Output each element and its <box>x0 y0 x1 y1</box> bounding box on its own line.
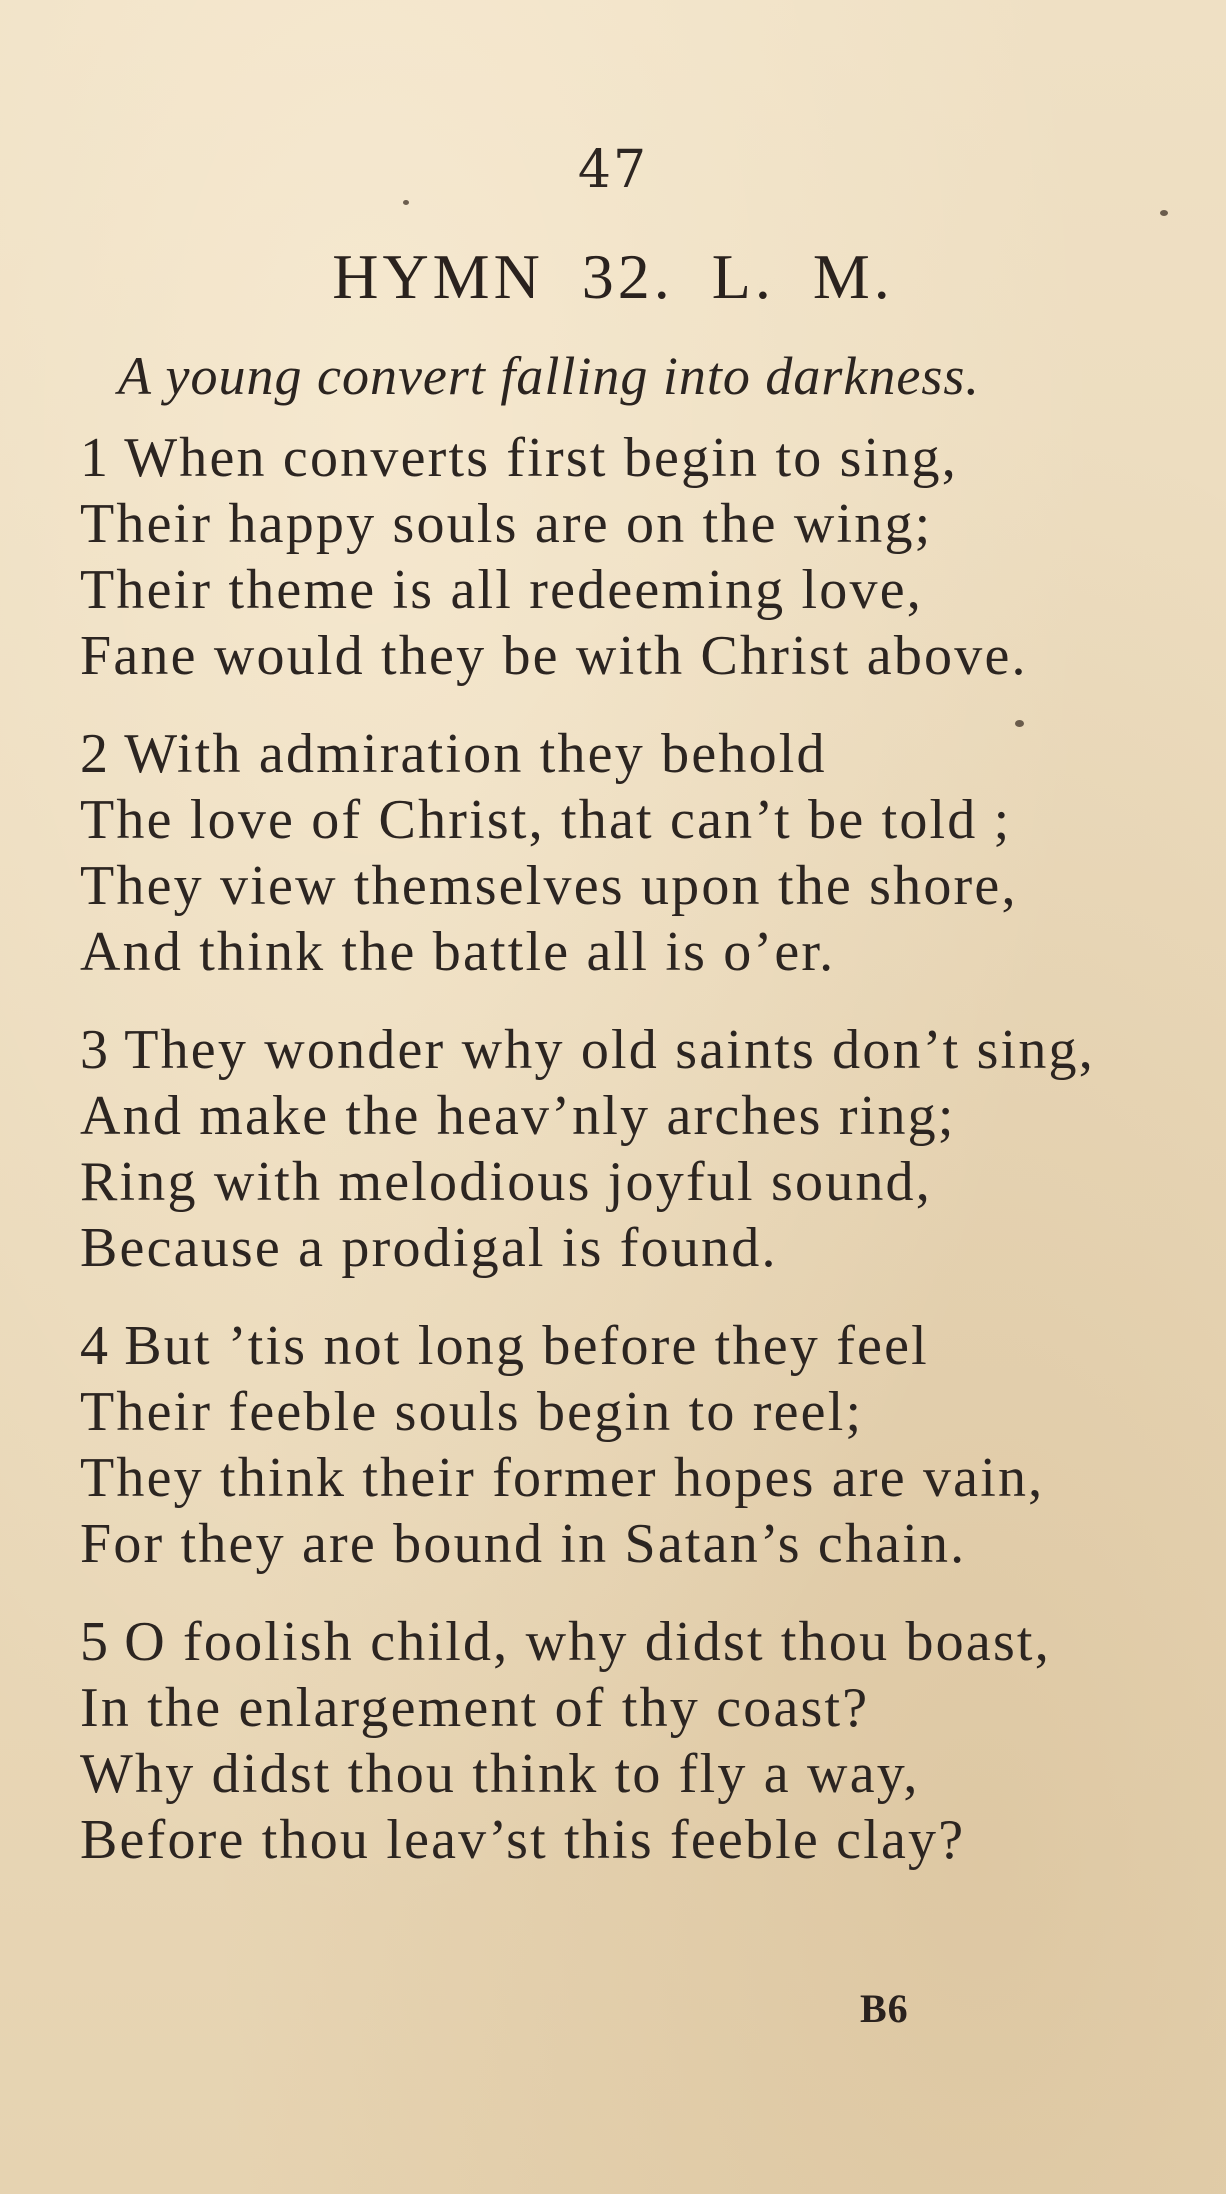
signature-mark: B6 <box>860 1986 909 2031</box>
stanza-line <box>80 425 1210 491</box>
line-text: O foolish child, why didst thou boast, <box>124 1611 1051 1673</box>
stanza-line: Ring with melodious joyful sound, <box>80 1151 932 1213</box>
ink-speck <box>1160 210 1168 216</box>
stanza-5 <box>80 1609 1210 1873</box>
stanza-line: They think their former hopes are vain, <box>80 1447 1045 1509</box>
stanza-number: 3 <box>80 1019 111 1081</box>
page-number: 47 <box>577 140 649 200</box>
stanza-line: And make the heav’nly arches ring; <box>80 1085 956 1147</box>
stanza-line <box>80 1609 1210 1675</box>
stanza-line: For they are bound in Satan’s chain. <box>80 1513 967 1575</box>
stanza-3 <box>80 1017 1210 1281</box>
stanza-line <box>80 1017 1210 1083</box>
stanza-number: 2 <box>80 723 111 785</box>
ink-speck <box>403 200 409 205</box>
stanza-line: Fane would they be with Christ above. <box>80 625 1028 687</box>
hymn-stanzas <box>80 425 1210 1905</box>
line-text: With admiration they behold <box>124 723 827 785</box>
stanza-line: Their happy souls are on the wing; <box>80 493 933 555</box>
stanza-number: 5 <box>80 1611 111 1673</box>
stanza-line: Before thou leav’st this feeble clay? <box>80 1809 966 1871</box>
line-text: They wonder why old saints don’t sing, <box>124 1019 1095 1081</box>
line-text: But ’tis not long before they feel <box>124 1315 929 1377</box>
stanza-number: 1 <box>80 427 111 489</box>
hymn-title: HYMN 32. L. M. <box>332 241 894 312</box>
stanza-line: Because a prodigal is found. <box>80 1217 778 1279</box>
stanza-line: The love of Christ, that can’t be told ; <box>80 789 1012 851</box>
stanza-line: In the enlargement of thy coast? <box>80 1677 870 1739</box>
hymn-subtitle: A young convert falling into darkness. <box>118 346 980 406</box>
stanza-line <box>80 1313 1210 1379</box>
stanza-line: They view themselves upon the shore, <box>80 855 1018 917</box>
stanza-line <box>80 721 1210 787</box>
stanza-number: 4 <box>80 1315 111 1377</box>
stanza-2 <box>80 721 1210 985</box>
stanza-1 <box>80 425 1210 689</box>
stanza-line: And think the battle all is o’er. <box>80 921 836 983</box>
stanza-4 <box>80 1313 1210 1577</box>
stanza-line: Their theme is all redeeming love, <box>80 559 923 621</box>
stanza-line: Their feeble souls begin to reel; <box>80 1381 864 1443</box>
line-text: When converts first begin to sing, <box>124 427 958 489</box>
stanza-line: Why didst thou think to fly a way, <box>80 1743 920 1805</box>
